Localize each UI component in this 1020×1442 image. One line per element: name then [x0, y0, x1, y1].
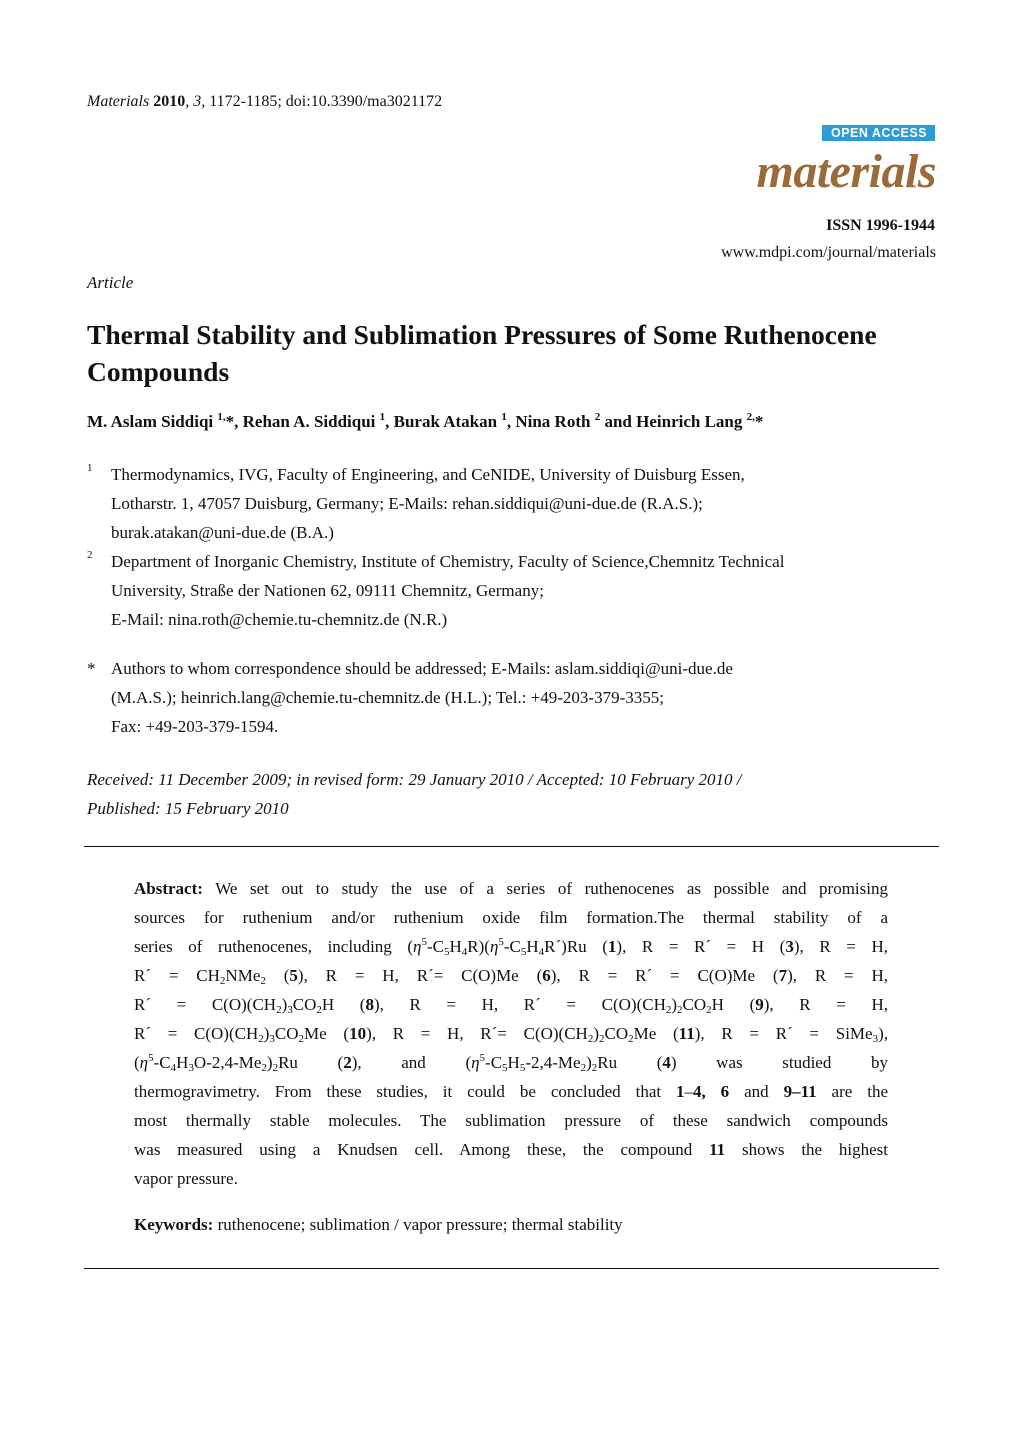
- author-separator: *: [754, 412, 764, 431]
- affiliation-line: burak.atakan@uni-due.de (B.A.): [111, 523, 334, 542]
- author-name: M. Aslam Siddiqi: [87, 412, 214, 431]
- abstract-text: was measured using a Knudsen cell. Among these, the compound: [134, 1140, 693, 1159]
- keywords: [134, 1215, 623, 1235]
- abstract-line: was measured using a Knudsen cell. Among these, the compound 11 shows the highest: [134, 1140, 889, 1159]
- author-separator: ,: [506, 412, 516, 431]
- affiliation-text: [111, 460, 745, 547]
- author-name: Rehan A. Siddiqui: [242, 412, 376, 431]
- abstract-line: sources for ruthenium and/or ruthenium oxide film formation.The thermal stability of a: [134, 908, 888, 927]
- author-affil-sup: 2: [594, 411, 601, 423]
- abstract-line: R´ = $C(O)(CH_2)_3CO_2Me$ (10), R = H, R´= $C(O)(CH_2)_2CO_2Me$ (11), R = R´ = SiMe$_3$),: [134, 1024, 888, 1045]
- abstract-line: $(\eta^5-C_4H_3O-2,4-Me_2)_2Ru$ (2), and $(\eta^5-C_5H_5-2,4-Me_2)_2Ru$ (4) was studied by: [134, 1052, 888, 1074]
- correspondence-line: Authors to whom correspondence should be addressed; E-Mails: aslam.siddiqi@uni-due.de: [111, 659, 733, 678]
- author-affil-sup: 1,: [217, 411, 226, 423]
- paper-title: Thermal Stability and Sublimation Pressures of Some Ruthenocene Compounds: [87, 319, 877, 387]
- journal-logo: materials: [756, 145, 936, 198]
- author-list: [87, 412, 947, 432]
- abstract-label: Abstract:: [134, 879, 203, 898]
- affiliation-text: [111, 547, 784, 634]
- abstract-line: [134, 874, 888, 903]
- citation-doi: , 1172-1185; doi:10.3390/ma3021172: [201, 93, 443, 110]
- affiliation-line: University, Straße der Nationen 62, 09111 Chemnitz, Germany;: [111, 581, 544, 600]
- affiliation-number: 2: [87, 549, 93, 561]
- journal-url[interactable]: www.mdpi.com/journal/materials: [721, 244, 936, 261]
- publication-dates: [87, 765, 927, 823]
- article-type: Article: [87, 273, 134, 292]
- author-affil-sup: 1: [501, 411, 507, 423]
- abstract: [134, 874, 888, 1193]
- affiliation-line: Lotharstr. 1, 47057 Duisburg, Germany; E-Mails: rehan.siddiqui@uni-due.de (R.A.S.);: [111, 494, 703, 513]
- author-separator: *,: [225, 412, 243, 431]
- correspondence-mark: *: [87, 659, 96, 678]
- citation-volume: 3: [193, 93, 202, 110]
- citation-line: Materials 2010, 3, 1172-1185; doi:10.3390/ma3021172: [87, 93, 443, 110]
- abstract-text: We set out to study the use of a series of ruthenocenes as possible and promising: [215, 879, 888, 898]
- author-name: Nina Roth: [515, 412, 591, 431]
- abstract-line: R´ = $CH_2NMe_2$ (5), R = H, R´= C(O)Me (6), R = R´ = C(O)Me (7), R = H,: [134, 966, 889, 987]
- dates-line: Received: 11 December 2009; in revised form: 29 January 2010 / Accepted: 10 February 2010 /: [87, 770, 742, 789]
- abstract-line: vapor pressure.: [134, 1169, 238, 1188]
- correspondence-text: [111, 654, 901, 741]
- author-name: Burak Atakan: [393, 412, 498, 431]
- affiliation-line: Thermodynamics, IVG, Faculty of Engineering, and CeNIDE, University of Duisburg Essen,: [111, 465, 745, 484]
- author-separator: ,: [385, 412, 394, 431]
- citation-journal: Materials: [87, 93, 150, 110]
- open-access-badge: OPEN ACCESS: [822, 125, 935, 141]
- author-affil-sup: 2,: [746, 411, 755, 423]
- affiliation-line: E-Mail: nina.roth@chemie.tu-chemnitz.de (N.R.): [111, 610, 448, 629]
- issn: ISSN 1996-1944: [826, 217, 935, 234]
- author-name: Heinrich Lang: [636, 412, 743, 431]
- keywords-text: ruthenocene; sublimation / vapor pressure; thermal stability: [217, 1215, 623, 1234]
- abstract-line: most thermally stable molecules. The sublimation pressure of these sandwich compounds: [134, 1111, 888, 1130]
- keywords-label: Keywords:: [134, 1215, 214, 1234]
- divider: [84, 1268, 939, 1269]
- citation-year: 2010: [153, 93, 186, 110]
- affiliation-number: 1: [87, 462, 93, 474]
- author-separator: and: [600, 412, 637, 431]
- correspondence-line: (M.A.S.); heinrich.lang@chemie.tu-chemnitz.de (H.L.); Tel.: +49-203-379-3355;: [111, 688, 664, 707]
- affiliation-line: Department of Inorganic Chemistry, Institute of Chemistry, Faculty of Science,Chemnitz Technical: [111, 552, 785, 571]
- abstract-text: thermogravimetry. From these studies, it could be concluded that: [134, 1082, 662, 1101]
- abstract-line: thermogravimetry. From these studies, it could be concluded that 1–4, 6 and 9–11 are the: [134, 1082, 889, 1101]
- author-affil-sup: 1: [379, 411, 386, 423]
- dates-line: Published: 15 February 2010: [87, 799, 289, 818]
- correspondence-line: Fax: +49-203-379-1594.: [111, 717, 279, 736]
- abstract-line: R´ = $C(O)(CH_2)_3CO_2H$ (8), R = H, R´ = $C(O)(CH_2)_2CO_2H$ (9), R = H,: [134, 995, 888, 1016]
- abstract-line: series of ruthenocenes, including $(\eta^5-C_5H_4R)(\eta^5-C_5H_4R´)Ru$ (1), R = R´ = H (3), R = H,: [134, 936, 888, 958]
- divider: [84, 846, 939, 847]
